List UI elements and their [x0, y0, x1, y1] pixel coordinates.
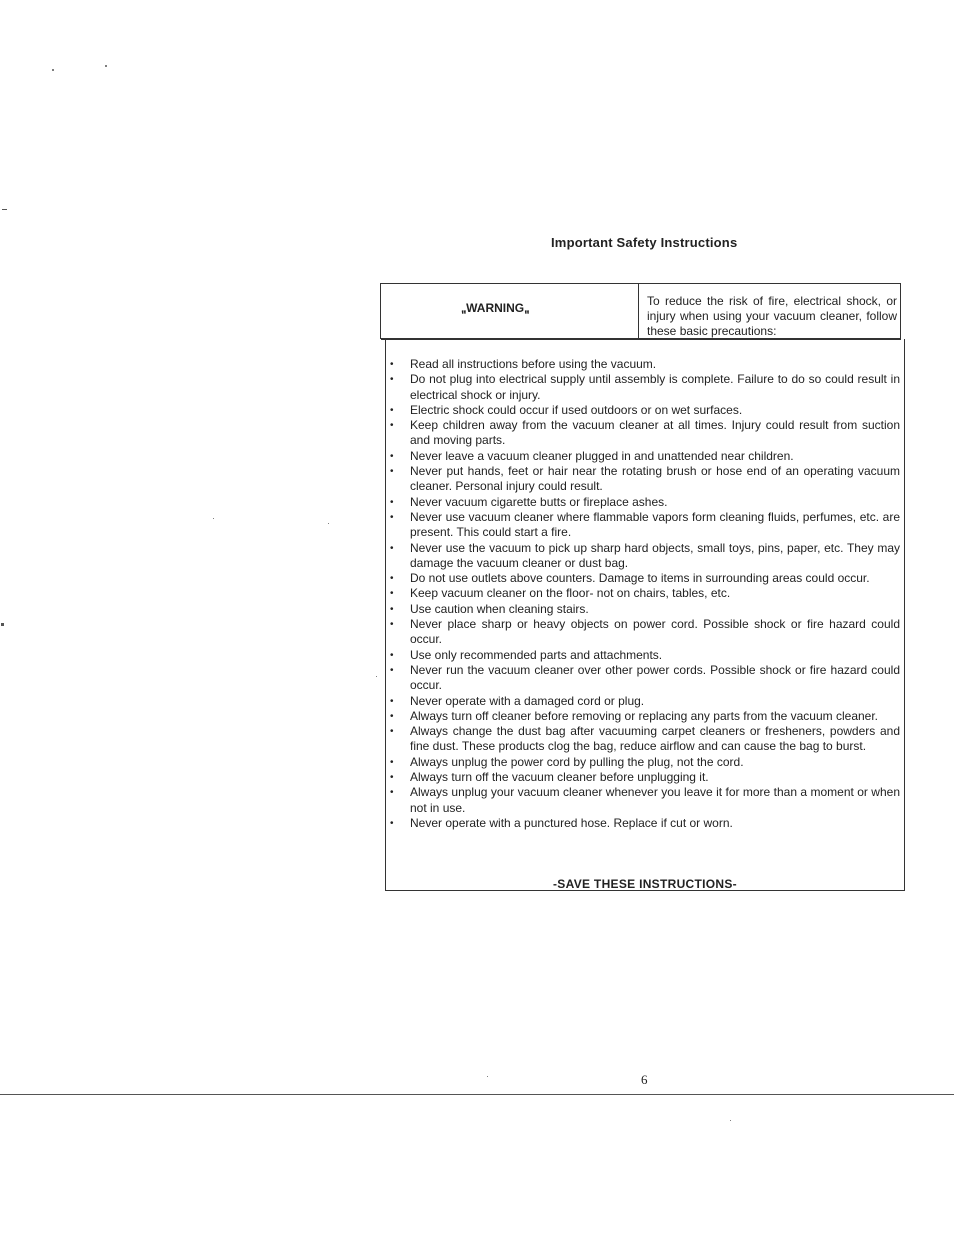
list-item: • Never vacuum cigarette butts or fireplace ashes. — [386, 495, 900, 510]
list-item: • Always turn off the vacuum cleaner before unplugging it. — [386, 770, 900, 785]
list-item: • Never put hands, feet or hair near the rotating brush or hose end of an operating vacuum cleaner. Personal injury could result. — [386, 464, 900, 495]
warning-divider — [638, 284, 639, 338]
instructions-top-rule — [381, 339, 901, 340]
list-item: • Use caution when cleaning stairs. — [386, 602, 900, 617]
instructions-box — [385, 339, 905, 891]
list-item: • Never run the vacuum cleaner over other power cords. Possible shock or fire hazard could occur. — [386, 663, 900, 694]
lightning-bolt-icon: ⹂ — [524, 301, 530, 315]
footer-rule — [0, 1094, 954, 1095]
list-item: • Always unplug your vacuum cleaner whenever you leave it for more than a moment or when not in use. — [386, 785, 900, 816]
list-item: • Keep children away from the vacuum cleaner at all times. Injury could result from suction and moving parts. — [386, 418, 900, 449]
lightning-bolt-icon: ⹂ — [461, 301, 467, 315]
warning-label — [461, 299, 529, 316]
scan-speck — [1, 623, 4, 626]
save-instructions-note: -SAVE THESE INSTRUCTIONS- — [553, 877, 737, 891]
page-title: Important Safety Instructions — [551, 235, 738, 250]
warning-intro: To reduce the risk of fire, electrical shock, or injury when using your vacuum cleaner, follow these basic precautions: — [647, 294, 897, 338]
list-item: • Do not use outlets above counters. Damage to items in surrounding areas could occur. — [386, 571, 900, 586]
list-item: • Never use vacuum cleaner where flammable vapors form cleaning fluids, perfumes, etc. are present. This could start a fire. — [386, 510, 900, 541]
list-item: • Use only recommended parts and attachments. — [386, 648, 900, 663]
page-number: 6 — [641, 1072, 648, 1087]
list-item: • Never operate with a punctured hose. Replace if cut or worn. — [386, 816, 900, 831]
list-item: • Never use the vacuum to pick up sharp hard objects, small toys, pins, paper, etc. They may damage the vacuum cleaner or dust bag. — [386, 541, 900, 572]
list-item: • Do not plug into electrical supply until assembly is complete. Failure to do so could result in electrical shock or injury. — [386, 372, 900, 403]
instructions-list — [386, 357, 900, 831]
list-item: • Never place sharp or heavy objects on power cord. Possible shock or fire hazard could occur. — [386, 617, 900, 648]
scan-speck — [105, 65, 107, 67]
scan-speck — [52, 69, 54, 71]
scan-speck — [213, 518, 214, 519]
warning-box — [380, 283, 901, 339]
list-item: • Keep vacuum cleaner on the floor- not on chairs, tables, etc. — [386, 586, 900, 601]
scan-speck — [328, 523, 329, 524]
list-item: • Always unplug the power cord by pulling the plug, not the cord. — [386, 755, 900, 770]
scan-speck — [2, 209, 7, 210]
warning-label-text: WARNING — [466, 301, 525, 315]
scan-speck — [376, 676, 377, 677]
list-item: • Never operate with a damaged cord or plug. — [386, 694, 900, 709]
scan-speck — [487, 1076, 488, 1077]
scan-speck — [730, 1120, 731, 1121]
list-item: • Never leave a vacuum cleaner plugged in and unattended near children. — [386, 449, 900, 464]
list-item: • Read all instructions before using the vacuum. — [386, 357, 900, 372]
list-item: • Always turn off cleaner before removing or replacing any parts from the vacuum cleaner. — [386, 709, 900, 724]
list-item: • Always change the dust bag after vacuuming carpet cleaners or fresheners, powders and fine dust. These products clog the bag, reduce airflow and can cause the bag to burst. — [386, 724, 900, 755]
list-item: • Electric shock could occur if used outdoors or on wet surfaces. — [386, 403, 900, 418]
